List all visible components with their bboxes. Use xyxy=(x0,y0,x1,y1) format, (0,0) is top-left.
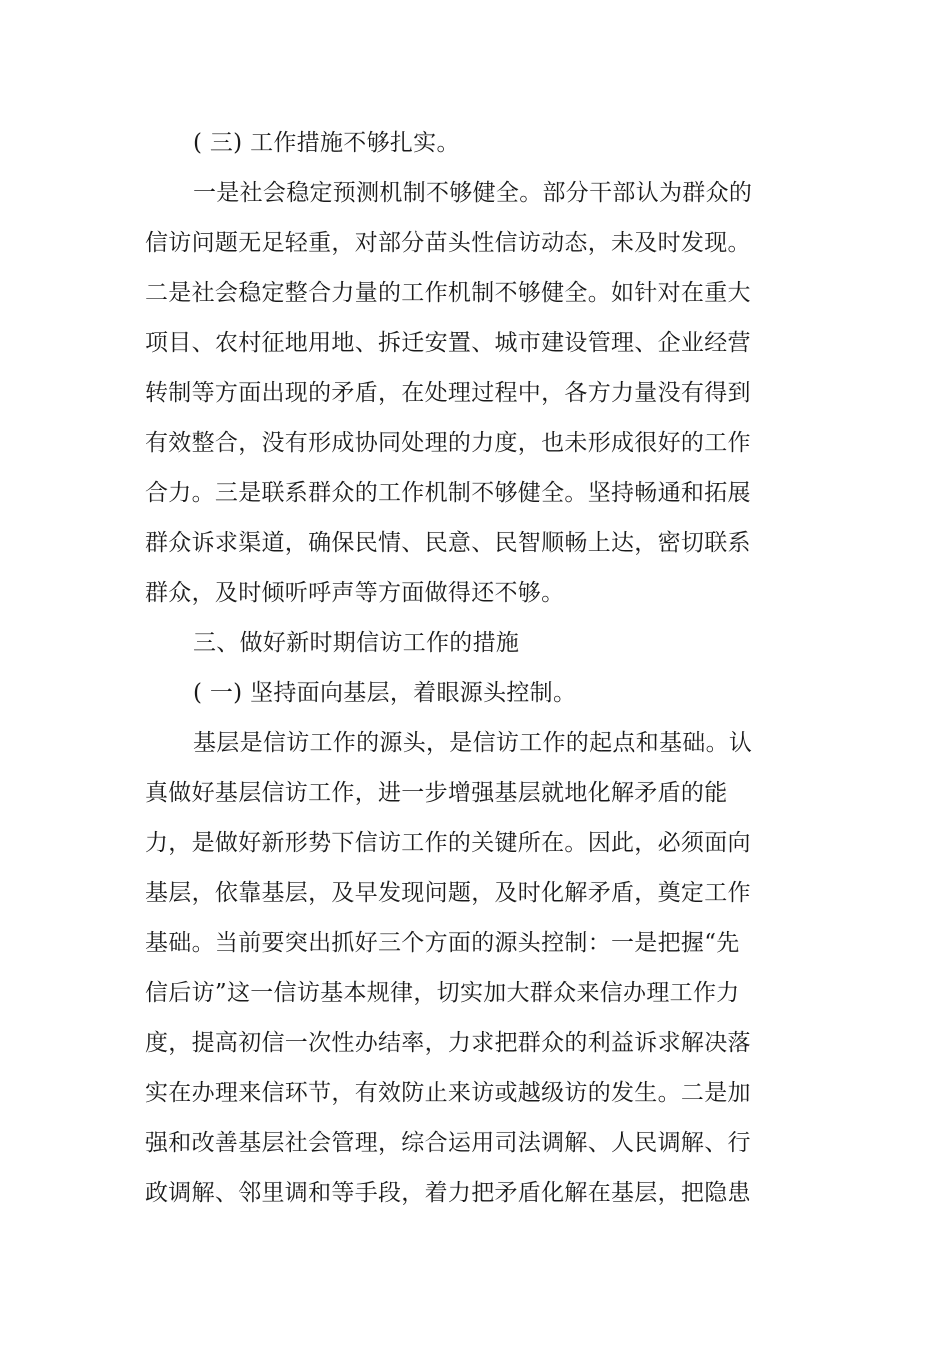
paragraph-line: 信后访”这一信访基本规律，切实加大群众来信办理工作力 xyxy=(145,980,740,1006)
paragraph-line: 有效整合，没有形成协同处理的力度，也未形成很好的工作 xyxy=(145,430,751,456)
paragraph-line: 度，提高初信一次性办结率，力求把群众的利益诉求解决落 xyxy=(145,1030,751,1056)
paragraph-line: 力，是做好新形势下信访工作的关键所在。因此，必须面向 xyxy=(145,830,751,856)
paragraph-line: 真做好基层信访工作，进一步增强基层就地化解矛盾的能 xyxy=(145,780,728,806)
paragraph-line: 基层是信访工作的源头，是信访工作的起点和基础。认 xyxy=(193,730,753,756)
paragraph-line: 群众诉求渠道，确保民情、民意、民智顺畅上达，密切联系 xyxy=(145,530,751,556)
paragraph-line: 实在办理来信环节，有效防止来访或越级访的发生。二是加 xyxy=(145,1080,751,1106)
paragraph-line: 一是社会稳定预测机制不够健全。部分干部认为群众的 xyxy=(193,180,753,206)
paragraph-line: 信访问题无足轻重，对部分苗头性信访动态，未及时发现。 xyxy=(145,230,751,256)
paragraph-line: 项目、农村征地用地、拆迁安置、城市建设管理、企业经营 xyxy=(145,330,751,356)
section-heading: ( 三) 工作措施不够扎实。 xyxy=(193,130,460,156)
paragraph-line: 强和改善基层社会管理，综合运用司法调解、人民调解、行 xyxy=(145,1130,751,1156)
paragraph-line: 群众，及时倾听呼声等方面做得还不够。 xyxy=(145,580,565,606)
paragraph-line: 基层，依靠基层，及早发现问题，及时化解矛盾，奠定工作 xyxy=(145,880,751,906)
paragraph-line: 基础。当前要突出抓好三个方面的源头控制：一是把握“先 xyxy=(145,930,740,956)
paragraph-line: 合力。三是联系群众的工作机制不够健全。坚持畅通和拓展 xyxy=(145,480,751,506)
paragraph-line: 政调解、邻里调和等手段，着力把矛盾化解在基层，把隐患 xyxy=(145,1180,751,1206)
paragraph-line: 转制等方面出现的矛盾，在处理过程中，各方力量没有得到 xyxy=(145,380,751,406)
subsection-heading: ( 一) 坚持面向基层，着眼源头控制。 xyxy=(193,680,577,706)
paragraph-line: 二是社会稳定整合力量的工作机制不够健全。如针对在重大 xyxy=(145,280,751,306)
section-heading: 三、做好新时期信访工作的措施 xyxy=(193,630,520,656)
